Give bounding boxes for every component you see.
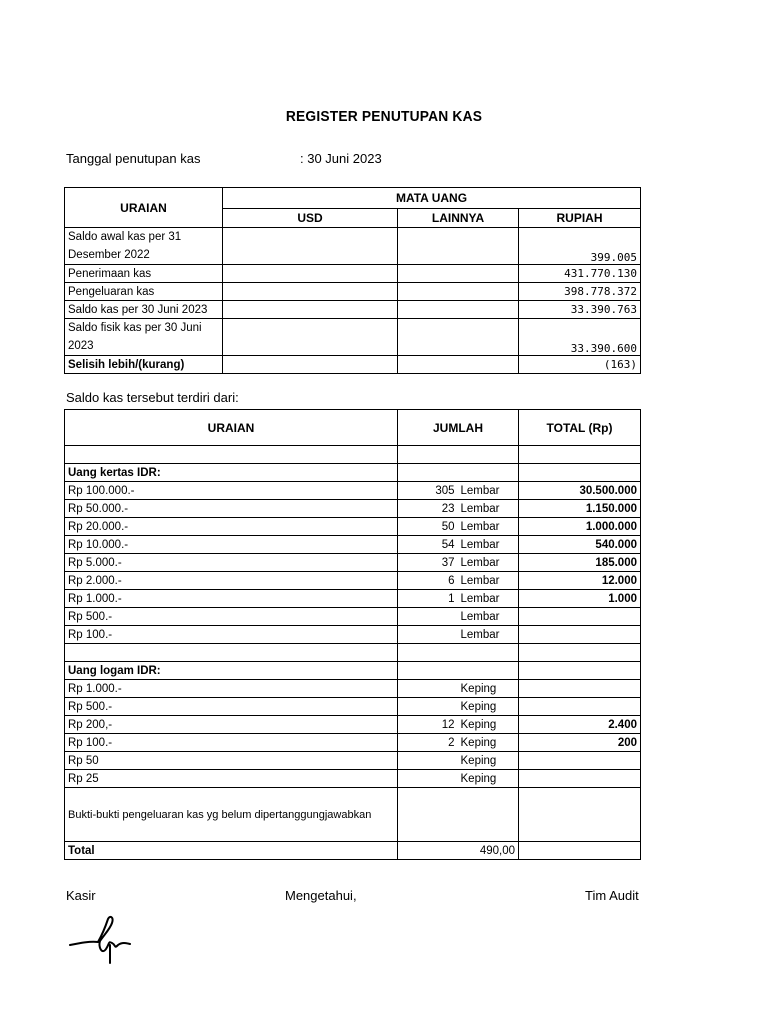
summary-row-label: Pengeluaran kas xyxy=(65,283,223,301)
signature-tim-audit-label: Tim Audit xyxy=(585,888,639,903)
denomination-qty xyxy=(398,698,458,716)
denomination-unit: Lembar xyxy=(458,590,519,608)
summary-row-rupiah: 431.770.130 xyxy=(519,265,641,283)
summary-row-usd xyxy=(223,228,398,265)
denomination-total: 2.400 xyxy=(519,716,641,734)
denomination-qty xyxy=(398,680,458,698)
header-uraian: URAIAN xyxy=(65,410,398,446)
denomination-total xyxy=(519,626,641,644)
denomination-total: 185.000 xyxy=(519,554,641,572)
denomination-total xyxy=(519,770,641,788)
denomination-unit: Lembar xyxy=(458,554,519,572)
denomination-unit: Keping xyxy=(458,716,519,734)
denomination-total: 1.150.000 xyxy=(519,500,641,518)
denomination-qty: 37 xyxy=(398,554,458,572)
denomination-qty: 12 xyxy=(398,716,458,734)
denomination-qty: 2 xyxy=(398,734,458,752)
denomination-label: Rp 1.000.- xyxy=(65,680,398,698)
denomination-total: 1.000 xyxy=(519,590,641,608)
bukti-pengeluaran-label: Bukti-bukti pengeluaran kas yg belum dipertanggungjawabkan xyxy=(65,788,398,842)
denomination-unit: Keping xyxy=(458,770,519,788)
denomination-unit: Keping xyxy=(458,680,519,698)
summary-row-rupiah: 33.390.600 xyxy=(519,319,641,356)
denomination-qty xyxy=(398,626,458,644)
section-heading-logam: Uang logam IDR: xyxy=(65,662,398,680)
denomination-qty xyxy=(398,770,458,788)
denomination-unit: Keping xyxy=(458,752,519,770)
denomination-total xyxy=(519,680,641,698)
denomination-label: Rp 200,- xyxy=(65,716,398,734)
denomination-total: 12.000 xyxy=(519,572,641,590)
denomination-total: 540.000 xyxy=(519,536,641,554)
header-usd: USD xyxy=(223,209,398,228)
header-mata-uang: MATA UANG xyxy=(223,188,641,209)
summary-row-usd xyxy=(223,301,398,319)
summary-row-label: Saldo kas per 30 Juni 2023 xyxy=(65,301,223,319)
denomination-label: Rp 100.- xyxy=(65,734,398,752)
denomination-total xyxy=(519,608,641,626)
signature-mengetahui-label: Mengetahui, xyxy=(285,888,357,903)
signature-kasir-label: Kasir xyxy=(66,888,96,903)
denomination-qty: 54 xyxy=(398,536,458,554)
denomination-label: Rp 500.- xyxy=(65,698,398,716)
summary-row-lainnya xyxy=(398,283,519,301)
denomination-label: Rp 2.000.- xyxy=(65,572,398,590)
page-title: REGISTER PENUTUPAN KAS xyxy=(285,108,483,125)
total-label: Total xyxy=(65,842,398,860)
header-rupiah: RUPIAH xyxy=(519,209,641,228)
denomination-qty: 50 xyxy=(398,518,458,536)
denomination-qty xyxy=(398,752,458,770)
closing-date-label: Tanggal penutupan kas xyxy=(66,151,201,166)
denomination-qty: 6 xyxy=(398,572,458,590)
denomination-unit: Lembar xyxy=(458,518,519,536)
denomination-total: 30.500.000 xyxy=(519,482,641,500)
handwritten-signature xyxy=(68,915,132,967)
denomination-label: Rp 50 xyxy=(65,752,398,770)
summary-row-rupiah: 33.390.763 xyxy=(519,301,641,319)
summary-row-lainnya xyxy=(398,301,519,319)
detail-table xyxy=(64,409,641,860)
denomination-qty: 1 xyxy=(398,590,458,608)
summary-row-usd xyxy=(223,283,398,301)
summary-row-rupiah: (163) xyxy=(519,356,641,374)
closing-date-value: : 30 Juni 2023 xyxy=(300,151,382,166)
summary-table xyxy=(64,187,641,374)
denomination-total xyxy=(519,698,641,716)
header-total: TOTAL (Rp) xyxy=(519,410,641,446)
denomination-label: Rp 100.000.- xyxy=(65,482,398,500)
summary-row-label: Saldo awal kas per 31 Desember 2022 xyxy=(65,228,223,265)
denomination-label: Rp 10.000.- xyxy=(65,536,398,554)
summary-row-lainnya xyxy=(398,356,519,374)
summary-row-rupiah: 399.005 xyxy=(519,228,641,265)
summary-row-rupiah: 398.778.372 xyxy=(519,283,641,301)
denomination-unit: Keping xyxy=(458,734,519,752)
denomination-total: 1.000.000 xyxy=(519,518,641,536)
denomination-label: Rp 25 xyxy=(65,770,398,788)
summary-row-label: Selisih lebih/(kurang) xyxy=(65,356,223,374)
summary-row-lainnya xyxy=(398,319,519,356)
denomination-unit: Lembar xyxy=(458,482,519,500)
header-lainnya: LAINNYA xyxy=(398,209,519,228)
summary-row-usd xyxy=(223,319,398,356)
denomination-label: Rp 500.- xyxy=(65,608,398,626)
denomination-unit: Keping xyxy=(458,698,519,716)
detail-intro: Saldo kas tersebut terdiri dari: xyxy=(66,390,239,405)
denomination-unit: Lembar xyxy=(458,608,519,626)
denomination-unit: Lembar xyxy=(458,572,519,590)
summary-row-usd xyxy=(223,265,398,283)
summary-row-lainnya xyxy=(398,265,519,283)
denomination-qty: 305 xyxy=(398,482,458,500)
section-heading-kertas: Uang kertas IDR: xyxy=(65,464,398,482)
summary-row-lainnya xyxy=(398,228,519,265)
denomination-label: Rp 1.000.- xyxy=(65,590,398,608)
summary-row-label: Penerimaan kas xyxy=(65,265,223,283)
denomination-label: Rp 20.000.- xyxy=(65,518,398,536)
denomination-qty: 23 xyxy=(398,500,458,518)
denomination-total: 200 xyxy=(519,734,641,752)
denomination-label: Rp 5.000.- xyxy=(65,554,398,572)
denomination-unit: Lembar xyxy=(458,626,519,644)
denomination-total xyxy=(519,752,641,770)
total-value xyxy=(519,842,641,860)
header-uraian: URAIAN xyxy=(65,188,223,228)
summary-row-usd xyxy=(223,356,398,374)
denomination-unit: Lembar xyxy=(458,536,519,554)
denomination-label: Rp 50.000.- xyxy=(65,500,398,518)
header-jumlah: JUMLAH xyxy=(398,410,519,446)
summary-row-label: Saldo fisik kas per 30 Juni 2023 xyxy=(65,319,223,356)
denomination-qty xyxy=(398,608,458,626)
denomination-unit: Lembar xyxy=(458,500,519,518)
total-jumlah: 490,00 xyxy=(398,842,519,860)
denomination-label: Rp 100.- xyxy=(65,626,398,644)
